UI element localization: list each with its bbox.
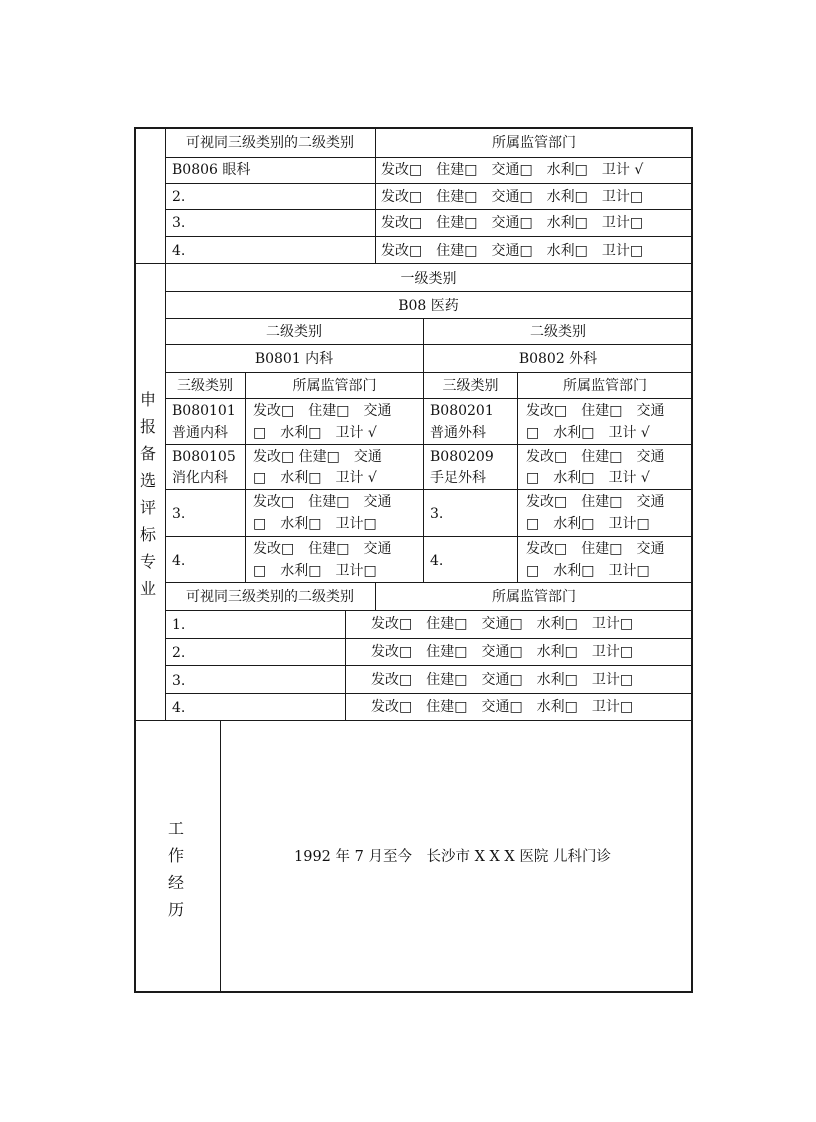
equiv-header-left: 可视同三级类别的二级类别 [186, 589, 354, 605]
level2-left: B0801 内科 [254, 351, 334, 367]
section1-row-depts: 发改□ 住建□ 交通□ 水利□ 卫计□ [381, 215, 644, 231]
dept-line: 发改□ 住建□ 交通 [526, 449, 665, 465]
side-char: 历 [167, 900, 184, 919]
section2-side-label [137, 386, 165, 602]
l3-name: 普通内科 [172, 425, 228, 441]
equiv-row-name: 2. [172, 645, 186, 661]
dept-line: 发改□ 住建□ 交通 [526, 403, 665, 419]
work-history-entry: 1992 年 7 月至今 长沙市 X X X 医院 儿科门诊 [294, 849, 611, 865]
side-char: 业 [139, 579, 156, 598]
level2-right: B0802 外科 [518, 351, 598, 367]
side-char: 经 [167, 873, 184, 892]
section1-row-name: 3. [172, 215, 186, 231]
dept-line: □ 水利□ 卫计 √ [526, 425, 650, 441]
l3-code: B080105 [172, 449, 236, 465]
section1-header-right: 所属监管部门 [492, 135, 576, 151]
equiv-header-right: 所属监管部门 [492, 589, 576, 605]
equiv-row-depts: 发改□ 住建□ 交通□ 水利□ 卫计□ [371, 616, 634, 632]
dept-line: □ 水利□ 卫计□ [526, 516, 650, 532]
section3-side-label [165, 815, 193, 923]
l3-code: 4. [430, 553, 444, 569]
section1-row-depts: 发改□ 住建□ 交通□ 水利□ 卫计 √ [381, 162, 644, 178]
section1-row-name: 4. [172, 243, 186, 259]
level1-header: 一级类别 [400, 271, 457, 287]
dept-line: □ 水利□ 卫计□ [526, 563, 650, 579]
dept-line: □ 水利□ 卫计 √ [253, 470, 377, 486]
side-char: 作 [167, 846, 184, 865]
equiv-row-depts: 发改□ 住建□ 交通□ 水利□ 卫计□ [371, 644, 634, 660]
side-char: 标 [139, 525, 156, 544]
dept-line: 发改□ 住建□ 交通 [253, 403, 392, 419]
dept-header-right: 所属监管部门 [563, 378, 647, 394]
l3-header-left: 三级类别 [177, 378, 233, 394]
section1-header-left: 可视同三级类别的二级类别 [186, 135, 354, 151]
dept-line: □ 水利□ 卫计□ [253, 563, 377, 579]
l3-code: B080101 [172, 403, 236, 419]
dept-header-left: 所属监管部门 [292, 378, 377, 394]
level2-header-left: 二级类别 [266, 324, 322, 340]
l3-name: 普通外科 [430, 425, 486, 441]
section1-row-name: 2. [172, 189, 186, 205]
equiv-row-depts: 发改□ 住建□ 交通□ 水利□ 卫计□ [371, 699, 634, 715]
l3-code: 4. [172, 553, 186, 569]
l3-code: B080209 [430, 449, 494, 465]
dept-line: □ 水利□ 卫计□ [253, 516, 377, 532]
dept-line: 发改□ 住建□ 交通 [526, 494, 665, 510]
dept-line: 发改□ 住建□ 交通 [253, 541, 392, 557]
side-char: 报 [139, 417, 156, 436]
section1-row-name: B0806 眼科 [172, 162, 251, 178]
l3-code: B080201 [430, 403, 494, 419]
side-char: 申 [139, 390, 156, 409]
dept-line: □ 水利□ 卫计 √ [253, 425, 377, 441]
equiv-row-name: 1. [172, 617, 186, 633]
side-char: 选 [139, 471, 156, 490]
side-char: 备 [139, 444, 156, 463]
side-char: 评 [139, 498, 156, 517]
l3-code: 3. [172, 506, 186, 522]
equiv-row-depts: 发改□ 住建□ 交通□ 水利□ 卫计□ [371, 672, 634, 688]
section1-row-depts: 发改□ 住建□ 交通□ 水利□ 卫计□ [381, 243, 644, 259]
l3-code: 3. [430, 506, 444, 522]
dept-line: □ 水利□ 卫计 √ [526, 470, 650, 486]
level2-header-right: 二级类别 [530, 324, 586, 340]
equiv-row-name: 3. [172, 673, 186, 689]
dept-line: 发改□ 住建□ 交通 [526, 541, 665, 557]
section1-row-depts: 发改□ 住建□ 交通□ 水利□ 卫计□ [381, 189, 644, 205]
side-char: 工 [167, 819, 184, 838]
l3-name: 手足外科 [430, 470, 486, 486]
l3-header-right: 三级类别 [442, 378, 499, 394]
l3-name: 消化内科 [172, 470, 228, 486]
level1-value: B08 医药 [398, 298, 459, 314]
dept-line: 发改□ 住建□ 交通 [253, 449, 382, 465]
dept-line: 发改□ 住建□ 交通 [253, 494, 392, 510]
equiv-row-name: 4. [172, 700, 186, 716]
side-char: 专 [139, 552, 156, 571]
